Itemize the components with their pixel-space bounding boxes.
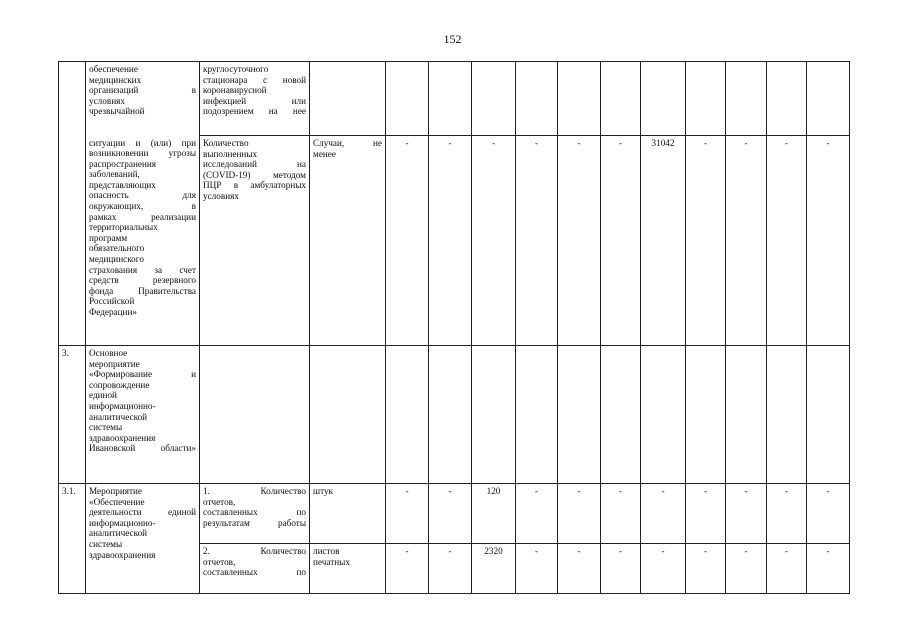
value-cell [601,346,641,484]
table-row [59,136,850,346]
value-cell: 120 [472,484,516,544]
value-cell [472,62,516,136]
value-cell: - [601,136,641,346]
program-indicators-table [58,61,850,594]
value-cell: - [516,544,558,594]
indicator-cell: 2. Количество отчетов, составленных по [200,544,310,594]
page-number: 152 [443,32,462,46]
value-cell: - [429,544,472,594]
unit-cell: Случаи, не менее [310,136,386,346]
row-number-cell: 3.1. [59,484,86,594]
indicator-cell: круглосуточного стационара с новой коронавирусной инфекцией или подозрением на нее [200,62,310,136]
value-cell: 2320 [472,544,516,594]
value-cell [686,62,726,136]
event-cell: обеспечение медицинских организаций в условиях чрезвычайной [86,62,200,136]
value-cell: - [516,136,558,346]
indicator-cell: 1. Количество отчетов, составленных по результатам работы [200,484,310,544]
value-cell [726,62,767,136]
value-cell: - [726,544,767,594]
value-cell [807,346,850,484]
value-cell: - [386,136,429,346]
value-cell: - [767,484,807,544]
value-cell: 31042 [641,136,686,346]
value-cell [807,62,850,136]
value-cell: - [767,136,807,346]
value-cell: - [601,484,641,544]
table-row [59,62,850,136]
value-cell: - [601,544,641,594]
indicator-cell [200,346,310,484]
value-cell [686,346,726,484]
value-cell [472,346,516,484]
value-cell [516,346,558,484]
value-cell [429,346,472,484]
value-cell [767,346,807,484]
value-cell: - [472,136,516,346]
value-cell: - [641,484,686,544]
value-cell: - [558,484,601,544]
value-cell: - [429,484,472,544]
value-cell: - [726,484,767,544]
value-cell: - [558,136,601,346]
value-cell: - [641,544,686,594]
value-cell: - [429,136,472,346]
value-cell [601,62,641,136]
indicator-cell: Количество выполненных исследований на (COVID-19) методом ПЦР в амбулаторных условиях [200,136,310,346]
value-cell: - [807,484,850,544]
unit-cell [310,62,386,136]
value-cell [558,62,601,136]
value-cell: - [726,136,767,346]
unit-cell: листов печатных [310,544,386,594]
value-cell [429,62,472,136]
value-cell [726,346,767,484]
value-cell: - [686,544,726,594]
value-cell [767,62,807,136]
value-cell: - [767,544,807,594]
value-cell: - [386,484,429,544]
row-number-cell: 3. [59,346,86,484]
unit-cell: штук [310,484,386,544]
event-cell: Основное мероприятие «Формирование и сопровождение единой информационно- аналитической системы здравоохранения Ивановской области» [86,346,200,484]
event-cell: Мероприятие «Обеспечение деятельности единой информационно- аналитической системы здравоохранения [86,484,200,594]
value-cell: - [516,484,558,544]
value-cell: - [686,484,726,544]
value-cell: - [807,544,850,594]
value-cell: - [386,544,429,594]
value-cell [558,346,601,484]
table-row [59,484,850,544]
value-cell: - [807,136,850,346]
value-cell [641,346,686,484]
value-cell: - [686,136,726,346]
value-cell [641,62,686,136]
value-cell [386,62,429,136]
table-row [59,346,850,484]
value-cell [516,62,558,136]
event-cell-continued: ситуации и (или) при возникновении угрозы распространения заболеваний, представляющих опасность для окружающих, в рамках реализации территориальных программ обязательного медицинского страхования за счет средств резервного фонда Правительства Российской Федерации» [86,136,200,346]
unit-cell [310,346,386,484]
row-number-cell [59,62,86,346]
value-cell: - [558,544,601,594]
value-cell [386,346,429,484]
